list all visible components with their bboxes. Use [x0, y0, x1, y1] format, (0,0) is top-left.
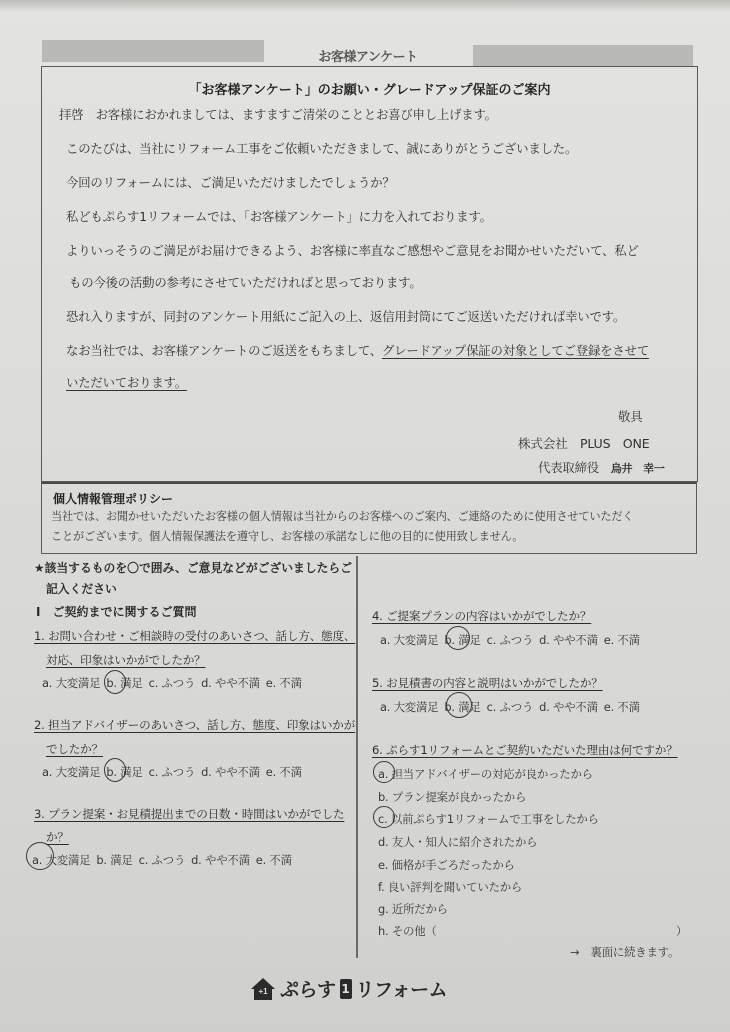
reason-h-other[interactable]: h. その他（ — [378, 924, 437, 938]
option-c[interactable]: c. ふつう — [486, 700, 534, 714]
option-d[interactable]: d. やや不満 — [201, 676, 260, 690]
reason-a[interactable]: a. 担当アドバイザーの対応が良かったから — [378, 767, 593, 781]
reason-c[interactable]: c. 以前ぷらす1リフォームで工事をしたから — [378, 812, 599, 826]
option-a[interactable]: a. 大変満足 — [380, 700, 439, 714]
option-e[interactable]: e. 不満 — [255, 853, 292, 867]
option-a[interactable]: a. 大変満足 — [42, 676, 101, 690]
feedback-paragraph-line1: よりいっそうのご満足がお届けできるよう、お客様に率直なご感想やご意見をお聞かせいただいて、私ど — [66, 243, 639, 258]
question-3-options[interactable] — [32, 852, 298, 868]
question-3-title-line2: か？ — [46, 830, 69, 844]
option-c[interactable]: c. ふつう — [148, 676, 196, 690]
reason-b[interactable]: b. プラン提案が良かったから — [378, 790, 527, 804]
thanks-paragraph: このたびは、当社にリフォーム工事をご依頼いただきまして、誠にありがとうございました。 — [66, 141, 578, 156]
option-b[interactable]: b. 満足 — [106, 676, 143, 690]
house-icon — [250, 977, 276, 1001]
guarantee-paragraph-line2: いただいております。 — [66, 375, 187, 390]
question-1-title-line1: 1. お問い合わせ・ご相談時の受付のあいさつ、話し方、態度、 — [34, 629, 356, 643]
instructions-line2: 記入ください — [46, 582, 117, 596]
return-request-paragraph: 恐れ入りますが、同封のアンケート用紙にご記入の上、返信用封筒にてご返送いただければ幸いです。 — [66, 309, 626, 324]
option-e[interactable]: e. 不満 — [265, 676, 302, 690]
paper-edge-shadow — [0, 0, 730, 12]
reason-g[interactable]: g. 近所だから — [378, 902, 448, 916]
option-d[interactable]: d. やや不満 — [191, 853, 250, 867]
company-logo — [250, 975, 447, 1002]
question-4-title: 4. ご提案プランの内容はいかがでしたか？ — [372, 609, 592, 623]
reason-h-close-paren: ） — [676, 924, 688, 938]
representative-name: 烏井 幸一 — [610, 462, 665, 475]
reason-f[interactable]: f. 良い評判を聞いていたから — [378, 880, 523, 894]
company-name: 株式会社 PLUS ONE — [518, 436, 650, 451]
question-2-title-line1: 2. 担当アドバイザーのあいさつ、話し方、態度、印象はいかが — [34, 718, 356, 732]
question-2-options[interactable] — [42, 764, 308, 780]
representative — [538, 458, 665, 476]
column-divider — [356, 556, 358, 958]
question-6-title: 6. ぷらす1リフォームとご契約いただいた理由は何ですか？ — [372, 743, 678, 757]
option-c[interactable]: c. ふつう — [486, 633, 534, 647]
representative-title: 代表取締役 — [538, 460, 599, 475]
logo-one-badge: 1 — [340, 979, 352, 999]
handwritten-circle-q3-a — [26, 842, 54, 870]
question-2-title-line2: でしたか？ — [46, 742, 103, 756]
question-1-options[interactable] — [42, 675, 308, 691]
logo-text-plus: ぷらす — [280, 979, 336, 1001]
handwritten-circle-q1-b — [104, 670, 126, 694]
question-1-title-line2: 対応、印象はいかがでしたか？ — [46, 653, 206, 667]
question-5-title: 5. お見積書の内容と説明はいかがでしたか？ — [372, 676, 603, 690]
option-d[interactable]: d. やや不満 — [539, 633, 598, 647]
option-a[interactable]: a. 大変満足 — [32, 853, 91, 867]
feedback-paragraph-line2: もの今後の活動の参考にさせていただければと思っております。 — [69, 275, 422, 290]
option-b[interactable]: b. 満足 — [106, 765, 143, 779]
satisfaction-paragraph: 今回のリフォームには、ご満足いただけましたでしょうか？ — [66, 175, 395, 190]
option-d[interactable]: d. やや不満 — [539, 700, 598, 714]
svg-text:+1: +1 — [258, 986, 268, 996]
option-e[interactable]: e. 不満 — [603, 700, 640, 714]
question-5-options[interactable] — [380, 699, 646, 715]
option-b[interactable]: b. 満足 — [444, 700, 481, 714]
handwritten-circle-q4-b — [446, 626, 470, 650]
handwritten-circle-q5-b — [446, 692, 472, 718]
handwritten-circle-q6-a — [373, 761, 395, 783]
question-4-options[interactable] — [380, 632, 646, 648]
reason-d[interactable]: d. 友人・知人に紹介されたから — [378, 835, 538, 849]
privacy-policy-box — [41, 482, 697, 554]
guarantee-paragraph-line1 — [66, 341, 649, 359]
logo-text-reform: リフォーム — [355, 979, 448, 1001]
option-a[interactable]: a. 大変満足 — [42, 765, 101, 779]
option-d[interactable]: d. やや不満 — [201, 765, 260, 779]
header-bar-right — [473, 45, 693, 67]
section-title: Ⅰ ご契約までに関するご質問 — [36, 605, 197, 619]
handwritten-circle-q2-b — [104, 758, 126, 782]
header-bar-left — [42, 40, 264, 62]
option-c[interactable]: c. ふつう — [138, 853, 186, 867]
reason-e[interactable]: e. 価格が手ごろだったから — [378, 858, 515, 872]
option-e[interactable]: e. 不満 — [265, 765, 302, 779]
guarantee-prefix: なお当社では、お客様アンケートのご返送をもちまして、 — [66, 343, 382, 358]
policy-text-line2: ことがございます。個人情報保護法を遵守し、お客様の承諾なしに他の目的に使用致しません。 — [51, 530, 524, 543]
option-e[interactable]: e. 不満 — [603, 633, 640, 647]
greeting-paragraph: 拝啓 お客様におかれましては、ますますご清栄のこととお喜び申し上げます。 — [59, 107, 497, 122]
option-b[interactable]: b. 満足 — [444, 633, 481, 647]
option-c[interactable]: c. ふつう — [148, 765, 196, 779]
closing: 敬具 — [618, 409, 643, 424]
instructions-line1: ★該当するものを〇で囲み、ご意見などがございましたらご — [34, 561, 353, 575]
option-a[interactable]: a. 大変満足 — [380, 633, 439, 647]
guarantee-highlight: グレードアップ保証の対象としてご登録をさせて — [381, 343, 649, 358]
question-3-title-line1: 3. プラン提案・お見積提出までの日数・時間はいかがでした — [34, 807, 345, 821]
policy-text-line1: 当社では、お聞かせいただいたお客様の個人情報は当社からのお客様へのご案内、ご連絡のために使用させていただく — [51, 510, 634, 523]
option-b[interactable]: b. 満足 — [96, 853, 133, 867]
intro-heading: 「お客様アンケート」のお願い・グレードアップ保証のご案内 — [188, 83, 551, 98]
form-title: お客様アンケート — [318, 50, 418, 65]
intro-letter-box — [41, 66, 698, 482]
policy-title: 個人情報管理ポリシー — [53, 492, 174, 506]
continue-on-back: → 裏面に続きます。 — [570, 945, 680, 959]
handwritten-circle-q6-c — [373, 806, 395, 828]
survey-focus-paragraph: 私どもぷらす1リフォームでは、「お客様アンケート」に力を入れております。 — [66, 209, 492, 224]
